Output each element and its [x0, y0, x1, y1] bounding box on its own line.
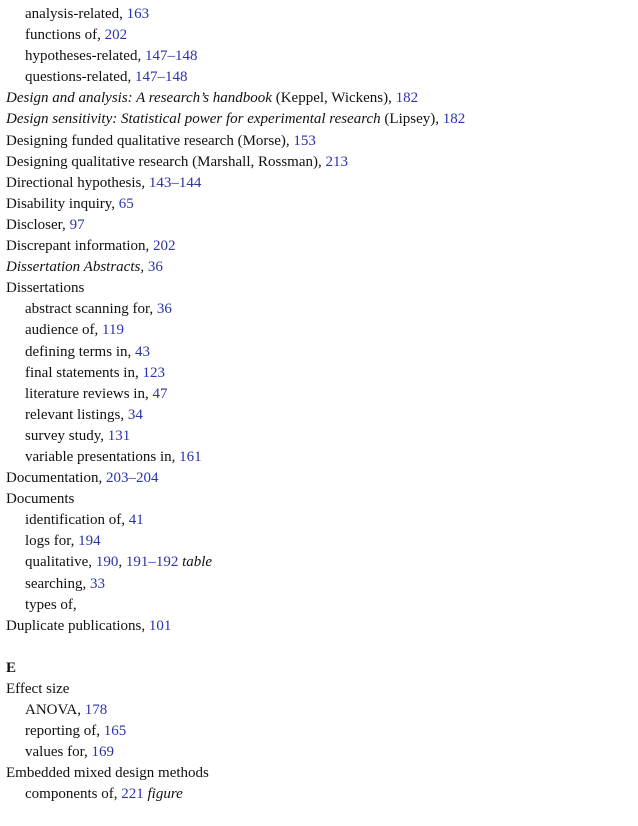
entry-text: Documents: [6, 491, 75, 508]
entry-text: values for,: [25, 744, 92, 761]
index-entry: [6, 616, 632, 637]
entry-text: defining terms in,: [25, 343, 135, 360]
entry-text: Dissertations: [6, 280, 85, 297]
page-reference-link[interactable]: 43: [134, 343, 150, 360]
index-entry: [6, 763, 632, 784]
index-entry: [6, 109, 632, 130]
entry-text: Documentation,: [6, 470, 106, 487]
index-subentry: [6, 595, 632, 616]
page-reference-link[interactable]: 190: [95, 554, 119, 571]
entry-text: Discloser,: [6, 216, 70, 233]
index-entry: [6, 257, 632, 278]
page-reference-link[interactable]: 202: [153, 238, 176, 255]
index-subentry: [6, 510, 632, 531]
index-entry: [6, 468, 632, 489]
index-subentry: [6, 342, 632, 363]
page-reference-link[interactable]: 101: [148, 617, 172, 634]
page-reference-link[interactable]: 147–148: [144, 48, 198, 65]
entry-text: Effect size: [6, 681, 70, 697]
italic-title-text: Design sensitivity: Statistical power for experimental research: [6, 111, 381, 128]
italic-title-text: figure: [147, 786, 183, 803]
page-reference-link[interactable]: 194: [78, 533, 101, 550]
page-reference-link[interactable]: 161: [179, 448, 202, 465]
entry-text: reporting of,: [25, 723, 104, 740]
page-reference-link[interactable]: 213: [325, 153, 348, 170]
italic-title-text: Design and analysis: A research’s handbook: [6, 90, 272, 107]
entry-text: Designing qualitative research (Marshall, Rossman),: [6, 153, 326, 170]
page-reference-link[interactable]: 131: [107, 427, 131, 444]
page-reference-link[interactable]: 47: [152, 385, 168, 402]
page-reference-link[interactable]: 34: [127, 406, 143, 423]
index-entry: [6, 131, 632, 152]
page-reference-link[interactable]: 165: [103, 723, 127, 740]
index-subentry: [6, 742, 632, 763]
page-reference-link[interactable]: 169: [91, 744, 114, 761]
page-reference-link[interactable]: 202: [104, 27, 128, 44]
page-reference-link[interactable]: 33: [89, 575, 105, 592]
entry-text: components of,: [25, 786, 122, 803]
entry-text: logs for,: [25, 533, 79, 550]
index-subentry: [6, 25, 632, 46]
entry-text: hypotheses-related,: [25, 48, 145, 65]
page-reference-link[interactable]: 65: [118, 195, 134, 212]
entry-text: (Lipsey),: [380, 111, 443, 128]
entry-text: relevant listings,: [25, 406, 128, 423]
page-reference-link[interactable]: 36: [156, 301, 172, 318]
entry-text: functions of,: [25, 27, 105, 44]
index-entry: [6, 88, 632, 109]
page-reference-link[interactable]: 153: [293, 132, 316, 149]
page-reference-link[interactable]: 178: [84, 702, 108, 719]
page-reference-link[interactable]: 203–204: [105, 470, 159, 487]
index-subentry: [6, 721, 632, 742]
index-subentry: [6, 299, 632, 320]
index-entry: [6, 679, 632, 700]
section-spacer: [6, 637, 632, 658]
entry-text: Duplicate publications,: [6, 617, 149, 634]
page-reference-link[interactable]: 191–192: [125, 554, 179, 571]
page-reference-link[interactable]: 182: [395, 90, 419, 107]
page-reference-link[interactable]: 97: [69, 216, 85, 233]
index-entry: [6, 194, 632, 215]
index-subentry: [6, 447, 632, 468]
index-entry: [6, 152, 632, 173]
entry-text: variable presentations in,: [25, 448, 180, 465]
index-subentry: [6, 574, 632, 595]
index-subentry: [6, 46, 632, 67]
entry-text: ,: [118, 554, 126, 571]
index-subentry: [6, 700, 632, 721]
index-subentry: [6, 4, 632, 25]
entry-text: searching,: [25, 575, 90, 592]
index-subentry: [6, 405, 632, 426]
entry-text: questions-related,: [25, 69, 135, 86]
page-reference-link[interactable]: 182: [442, 111, 466, 128]
page-reference-link[interactable]: 36: [147, 259, 163, 276]
index-subentry: [6, 363, 632, 384]
index-entry: [6, 278, 632, 299]
index-list: [6, 4, 632, 806]
index-entry: [6, 236, 632, 257]
page-reference-link[interactable]: 147–148: [134, 69, 188, 86]
entry-text: Designing funded qualitative research (Morse),: [6, 132, 294, 149]
index-subentry: [6, 426, 632, 447]
entry-text: Discrepant information,: [6, 238, 154, 255]
entry-text: abstract scanning for,: [25, 301, 157, 318]
entry-text: survey study,: [25, 427, 108, 444]
entry-text: final statements in,: [25, 364, 143, 381]
index-entry: [6, 489, 632, 510]
page-reference-link[interactable]: 123: [142, 364, 165, 381]
entry-text: Directional hypothesis,: [6, 174, 149, 191]
index-subentry: [6, 784, 632, 805]
page-reference-link[interactable]: 41: [128, 512, 144, 529]
entry-text: audience of,: [25, 322, 103, 339]
entry-text: Disability inquiry,: [6, 195, 119, 212]
index-subentry: [6, 384, 632, 405]
entry-text: (Keppel, Wickens),: [271, 90, 396, 107]
italic-title-text: table: [182, 554, 213, 571]
index-subentry: [6, 67, 632, 88]
entry-text: types of,: [25, 596, 77, 613]
page-reference-link[interactable]: 163: [126, 6, 150, 22]
index-subentry: [6, 531, 632, 552]
index-entry: [6, 215, 632, 236]
index-subentry: [6, 320, 632, 341]
entry-text: literature reviews in,: [25, 385, 153, 402]
section-letter-heading: E: [6, 659, 17, 676]
entry-text: ANOVA,: [25, 702, 85, 719]
entry-text: Embedded mixed design methods: [6, 765, 209, 782]
index-entry: [6, 173, 632, 194]
entry-text: qualitative,: [25, 554, 96, 571]
page-reference-link[interactable]: 221: [121, 786, 144, 803]
entry-text: analysis-related,: [25, 6, 127, 22]
index-subentry: [6, 552, 632, 573]
page-reference-link[interactable]: 143–144: [148, 174, 202, 191]
entry-text: identification of,: [25, 512, 129, 529]
italic-title-text: Dissertation Abstracts,: [6, 259, 145, 276]
page-reference-link[interactable]: 119: [102, 322, 124, 339]
